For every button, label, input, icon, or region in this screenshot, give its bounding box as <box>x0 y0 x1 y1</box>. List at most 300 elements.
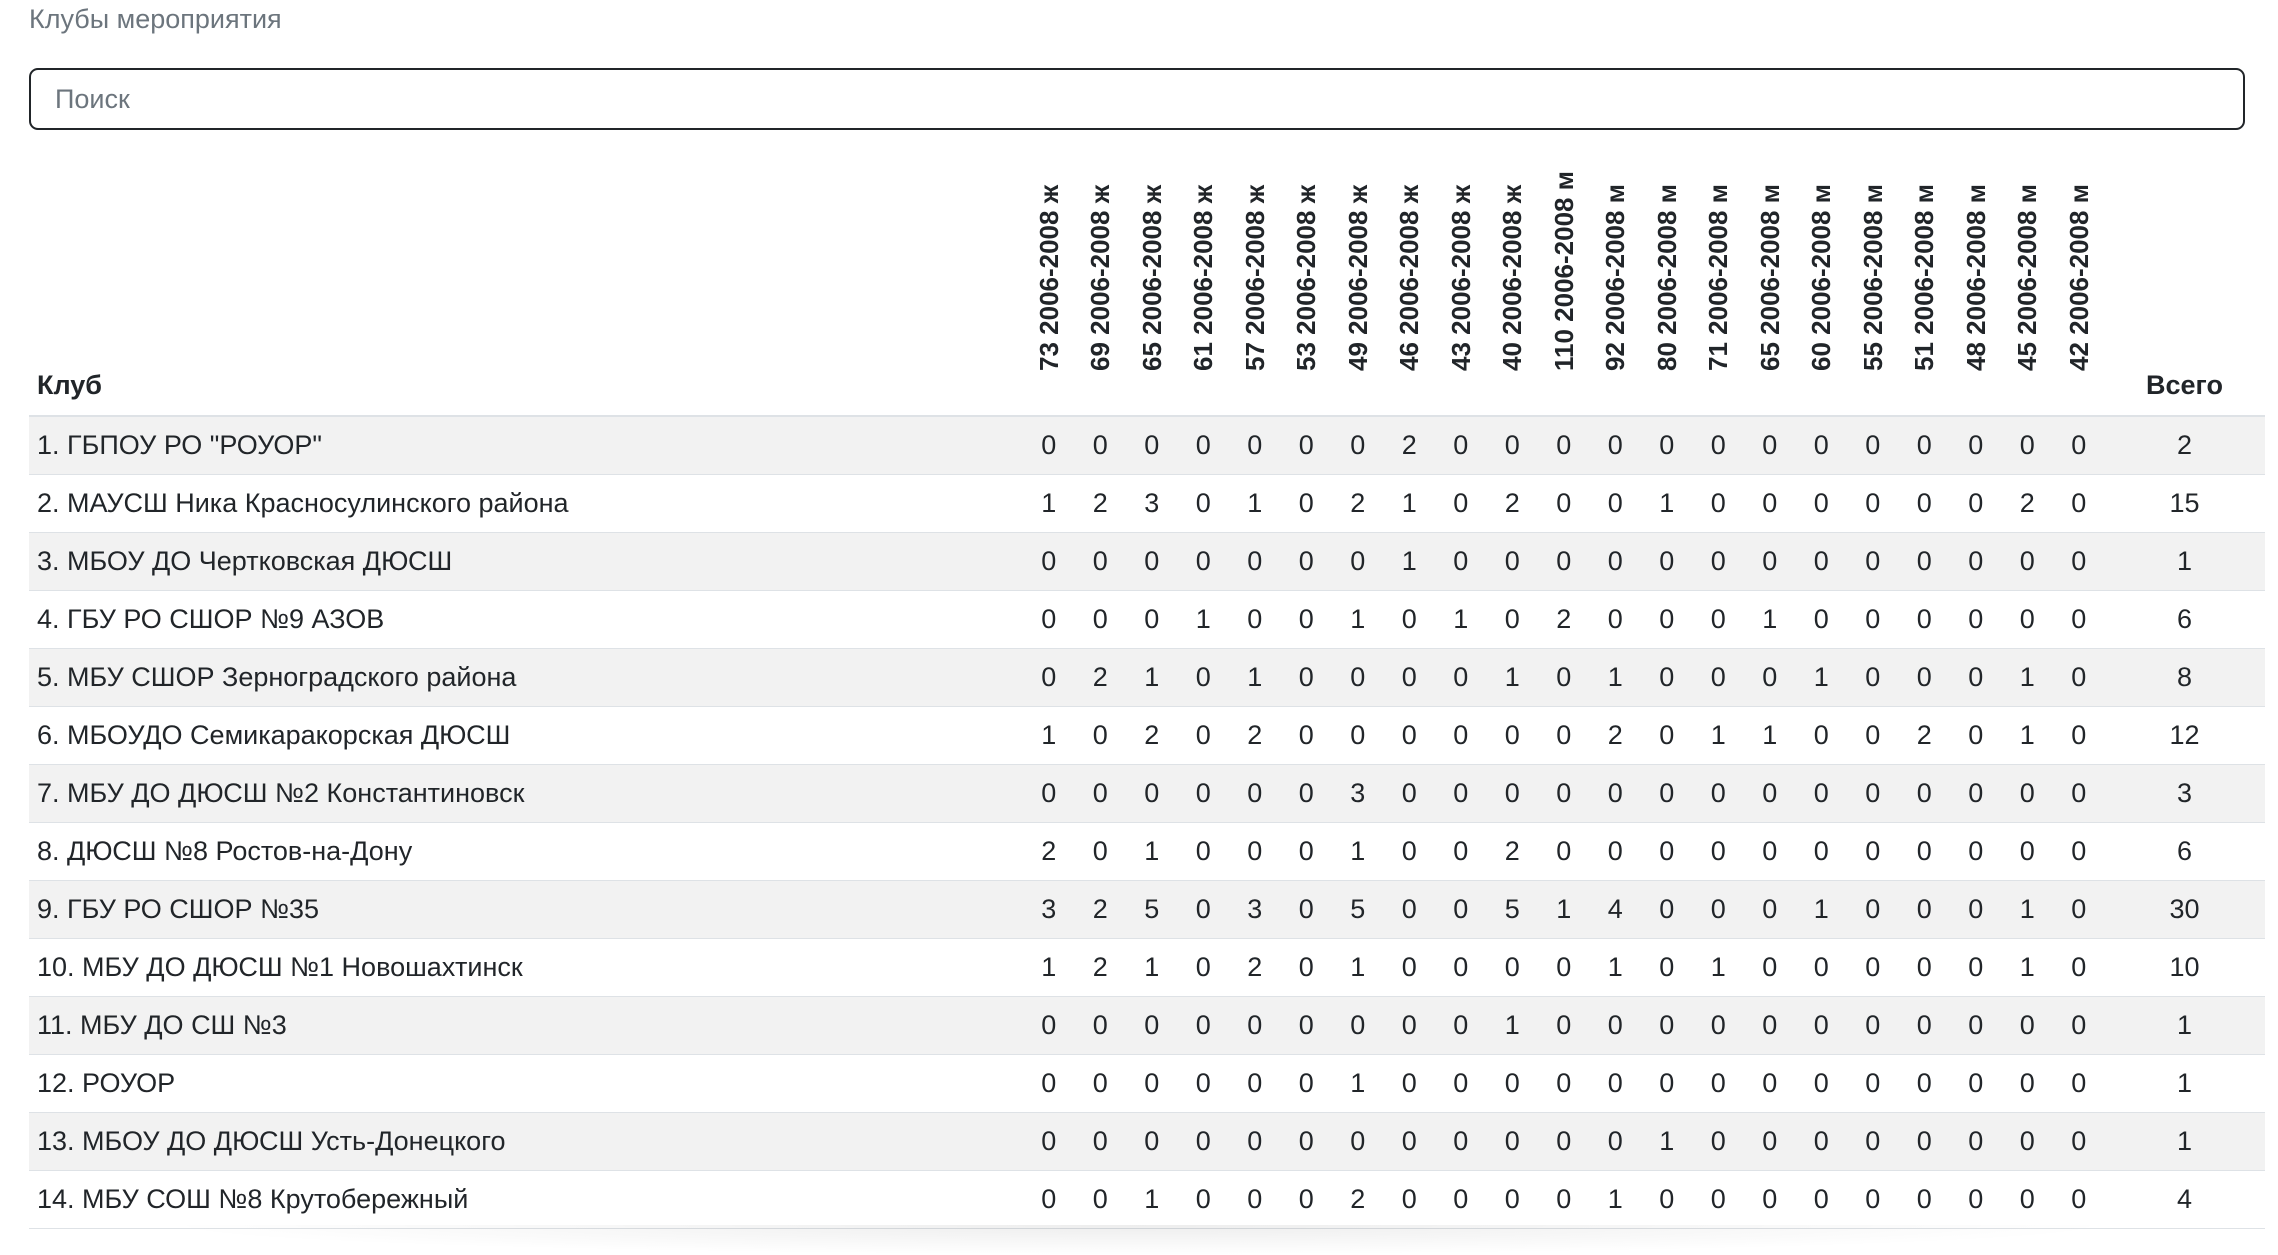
column-header-category[interactable] <box>1899 139 1951 416</box>
category-count-cell: 2 <box>1229 938 1281 996</box>
column-header-category[interactable] <box>1075 139 1127 416</box>
category-count-cell: 0 <box>2053 474 2105 532</box>
category-count-cell: 0 <box>1126 532 1178 590</box>
club-name-cell: 9. ГБУ РО СШОР №35 <box>29 880 1023 938</box>
category-count-cell: 0 <box>1590 996 1642 1054</box>
category-count-cell: 0 <box>1435 648 1487 706</box>
category-count-cell: 0 <box>1487 416 1539 474</box>
club-name-cell: 11. МБУ ДО СШ №3 <box>29 996 1023 1054</box>
category-count-cell: 0 <box>1950 648 2002 706</box>
table-row[interactable] <box>29 938 2265 996</box>
category-count-cell: 0 <box>1847 880 1899 938</box>
search-input[interactable] <box>53 83 2243 116</box>
category-count-cell: 0 <box>1023 532 1075 590</box>
column-header-category[interactable] <box>1641 139 1693 416</box>
category-count-cell: 1 <box>1487 648 1539 706</box>
category-count-cell: 1 <box>1126 938 1178 996</box>
category-count-cell: 0 <box>1744 996 1796 1054</box>
column-header-wrap <box>1950 161 2002 401</box>
category-count-cell: 0 <box>1538 706 1590 764</box>
category-count-cell: 0 <box>1641 880 1693 938</box>
section-title: Клубы мероприятия <box>29 4 282 34</box>
total-cell: 1 <box>2105 996 2265 1054</box>
column-header-label: 42 2006-2008 м <box>2063 184 2094 371</box>
category-count-cell: 2 <box>1126 706 1178 764</box>
column-header-category[interactable] <box>1178 139 1230 416</box>
category-count-cell: 0 <box>1178 532 1230 590</box>
column-header-label: 46 2006-2008 ж <box>1394 184 1425 371</box>
category-count-cell: 0 <box>1693 416 1745 474</box>
category-count-cell: 0 <box>1899 416 1951 474</box>
category-count-cell: 1 <box>1744 706 1796 764</box>
category-count-cell: 0 <box>1435 764 1487 822</box>
category-count-cell: 0 <box>1126 590 1178 648</box>
category-count-cell: 0 <box>2002 996 2054 1054</box>
category-count-cell: 0 <box>1281 1112 1333 1170</box>
category-count-cell: 2 <box>1899 706 1951 764</box>
clubs-panel <box>29 0 2245 1229</box>
total-cell: 2 <box>2105 416 2265 474</box>
club-name-cell: 13. МБОУ ДО ДЮСШ Усть-Донецкого <box>29 1112 1023 1170</box>
category-count-cell: 0 <box>2053 996 2105 1054</box>
category-count-cell: 0 <box>1847 1170 1899 1228</box>
column-header-category[interactable] <box>1950 139 2002 416</box>
category-count-cell: 0 <box>1950 416 2002 474</box>
category-count-cell: 0 <box>2002 822 2054 880</box>
column-header-label: 60 2006-2008 м <box>1806 184 1837 371</box>
category-count-cell: 2 <box>2002 474 2054 532</box>
category-count-cell: 0 <box>1950 532 2002 590</box>
category-count-cell: 0 <box>1281 474 1333 532</box>
category-count-cell: 0 <box>1693 764 1745 822</box>
total-cell: 6 <box>2105 590 2265 648</box>
column-header-label: 40 2006-2008 ж <box>1497 184 1528 371</box>
category-count-cell: 0 <box>1950 706 2002 764</box>
category-count-cell: 0 <box>1538 996 1590 1054</box>
column-header-category[interactable] <box>1384 139 1436 416</box>
table-row[interactable] <box>29 1112 2265 1170</box>
club-name-cell: 10. МБУ ДО ДЮСШ №1 Новошахтинск <box>29 938 1023 996</box>
total-cell: 8 <box>2105 648 2265 706</box>
category-count-cell: 0 <box>1178 880 1230 938</box>
category-count-cell: 0 <box>1538 938 1590 996</box>
category-count-cell: 0 <box>1435 706 1487 764</box>
column-header-wrap <box>1126 161 1178 401</box>
category-count-cell: 0 <box>1590 590 1642 648</box>
category-count-cell: 0 <box>1744 416 1796 474</box>
category-count-cell: 2 <box>1487 474 1539 532</box>
category-count-cell: 0 <box>1126 996 1178 1054</box>
club-name-cell: 5. МБУ СШОР Зерноградского района <box>29 648 1023 706</box>
column-header-wrap <box>1229 161 1281 401</box>
column-header-total[interactable]: Всего <box>2105 139 2265 416</box>
column-header-wrap <box>1590 161 1642 401</box>
category-count-cell: 0 <box>1487 764 1539 822</box>
category-count-cell: 0 <box>1641 648 1693 706</box>
category-count-cell: 0 <box>2053 590 2105 648</box>
category-count-cell: 0 <box>1538 764 1590 822</box>
category-count-cell: 0 <box>1023 1170 1075 1228</box>
category-count-cell: 0 <box>1178 416 1230 474</box>
column-header-label: 43 2006-2008 ж <box>1445 184 1476 371</box>
category-count-cell: 1 <box>1590 648 1642 706</box>
category-count-cell: 0 <box>1744 764 1796 822</box>
category-count-cell: 0 <box>1590 416 1642 474</box>
category-count-cell: 0 <box>1693 474 1745 532</box>
category-count-cell: 0 <box>1487 590 1539 648</box>
category-count-cell: 0 <box>1641 822 1693 880</box>
column-header-label: 49 2006-2008 ж <box>1342 184 1373 371</box>
column-header-category[interactable] <box>1332 139 1384 416</box>
category-count-cell: 0 <box>1178 1112 1230 1170</box>
category-count-cell: 0 <box>1590 532 1642 590</box>
table-row[interactable] <box>29 474 2265 532</box>
category-count-cell: 0 <box>1950 822 2002 880</box>
category-count-cell: 0 <box>1538 474 1590 532</box>
table-row[interactable] <box>29 416 2265 474</box>
category-count-cell: 0 <box>1847 648 1899 706</box>
category-count-cell: 0 <box>1178 648 1230 706</box>
category-count-cell: 0 <box>1899 648 1951 706</box>
category-count-cell: 0 <box>2053 764 2105 822</box>
category-count-cell: 0 <box>1950 1112 2002 1170</box>
header-row <box>29 139 2265 416</box>
total-cell: 1 <box>2105 1112 2265 1170</box>
column-header-wrap <box>1693 161 1745 401</box>
category-count-cell: 0 <box>2053 1112 2105 1170</box>
category-count-cell: 0 <box>1281 1170 1333 1228</box>
column-header-category[interactable] <box>1744 139 1796 416</box>
category-count-cell: 0 <box>1384 996 1436 1054</box>
category-count-cell: 0 <box>1023 416 1075 474</box>
category-count-cell: 2 <box>1075 938 1127 996</box>
category-count-cell: 0 <box>1384 822 1436 880</box>
category-count-cell: 0 <box>1641 1054 1693 1112</box>
category-count-cell: 0 <box>1538 648 1590 706</box>
category-count-cell: 0 <box>1796 764 1848 822</box>
table-row[interactable] <box>29 996 2265 1054</box>
table-row[interactable] <box>29 532 2265 590</box>
category-count-cell: 0 <box>1332 416 1384 474</box>
category-count-cell: 1 <box>1023 706 1075 764</box>
column-header-category[interactable] <box>1590 139 1642 416</box>
category-count-cell: 0 <box>1281 590 1333 648</box>
category-count-cell: 3 <box>1229 880 1281 938</box>
category-count-cell: 0 <box>1384 1170 1436 1228</box>
category-count-cell: 1 <box>2002 938 2054 996</box>
category-count-cell: 0 <box>1384 648 1436 706</box>
club-name-cell: 2. МАУСШ Ника Красносулинского района <box>29 474 1023 532</box>
category-count-cell: 0 <box>2053 648 2105 706</box>
category-count-cell: 0 <box>2053 416 2105 474</box>
table-row[interactable] <box>29 1054 2265 1112</box>
category-count-cell: 0 <box>1796 416 1848 474</box>
column-header-label: 65 2006-2008 ж <box>1136 184 1167 371</box>
category-count-cell: 1 <box>1229 648 1281 706</box>
category-count-cell: 0 <box>1435 474 1487 532</box>
category-count-cell: 0 <box>1847 590 1899 648</box>
category-count-cell: 0 <box>1641 706 1693 764</box>
club-name-cell: 12. РОУОР <box>29 1054 1023 1112</box>
column-header-category[interactable] <box>1023 139 1075 416</box>
category-count-cell: 0 <box>1384 706 1436 764</box>
category-count-cell: 5 <box>1487 880 1539 938</box>
category-count-cell: 1 <box>1332 590 1384 648</box>
category-count-cell: 0 <box>1950 938 2002 996</box>
category-count-cell: 0 <box>1693 1112 1745 1170</box>
total-cell: 6 <box>2105 822 2265 880</box>
category-count-cell: 0 <box>1178 706 1230 764</box>
table-row[interactable] <box>29 822 2265 880</box>
column-header-wrap <box>2002 161 2054 401</box>
category-count-cell: 0 <box>1538 822 1590 880</box>
category-count-cell: 0 <box>1641 1170 1693 1228</box>
category-count-cell: 0 <box>2002 1054 2054 1112</box>
category-count-cell: 0 <box>1178 474 1230 532</box>
category-count-cell: 0 <box>1899 474 1951 532</box>
category-count-cell: 0 <box>1796 1170 1848 1228</box>
category-count-cell: 0 <box>1899 1054 1951 1112</box>
column-header-category[interactable] <box>1847 139 1899 416</box>
column-header-category[interactable] <box>1281 139 1333 416</box>
category-count-cell: 0 <box>1281 822 1333 880</box>
column-header-category[interactable] <box>1435 139 1487 416</box>
total-cell: 30 <box>2105 880 2265 938</box>
category-count-cell: 0 <box>1075 1054 1127 1112</box>
category-count-cell: 0 <box>2002 532 2054 590</box>
column-header-label: 80 2006-2008 м <box>1651 184 1682 371</box>
category-count-cell: 0 <box>2002 1170 2054 1228</box>
category-count-cell: 1 <box>1126 822 1178 880</box>
category-count-cell: 1 <box>1435 590 1487 648</box>
category-count-cell: 1 <box>1796 648 1848 706</box>
category-count-cell: 1 <box>1332 1054 1384 1112</box>
category-count-cell: 0 <box>2053 880 2105 938</box>
category-count-cell: 0 <box>1538 1054 1590 1112</box>
category-count-cell: 1 <box>1538 880 1590 938</box>
category-count-cell: 0 <box>1693 590 1745 648</box>
club-name-cell: 6. МБОУДО Семикаракорская ДЮСШ <box>29 706 1023 764</box>
category-count-cell: 0 <box>1178 996 1230 1054</box>
category-count-cell: 0 <box>1023 648 1075 706</box>
category-count-cell: 0 <box>1847 764 1899 822</box>
column-header-club[interactable]: Клуб <box>29 139 1023 416</box>
column-header-category[interactable] <box>2002 139 2054 416</box>
category-count-cell: 1 <box>1796 880 1848 938</box>
category-count-cell: 0 <box>1281 764 1333 822</box>
column-header-label: 92 2006-2008 м <box>1600 184 1631 371</box>
category-count-cell: 0 <box>1590 474 1642 532</box>
category-count-cell: 2 <box>1538 590 1590 648</box>
category-count-cell: 0 <box>1590 1112 1642 1170</box>
category-count-cell: 2 <box>1487 822 1539 880</box>
category-count-cell: 5 <box>1126 880 1178 938</box>
category-count-cell: 0 <box>1332 706 1384 764</box>
category-count-cell: 4 <box>1590 880 1642 938</box>
category-count-cell: 0 <box>1435 532 1487 590</box>
club-name-cell: 8. ДЮСШ №8 Ростов-на-Дону <box>29 822 1023 880</box>
column-header-wrap <box>1023 161 1075 401</box>
category-count-cell: 0 <box>1487 938 1539 996</box>
club-name-cell: 7. МБУ ДО ДЮСШ №2 Константиновск <box>29 764 1023 822</box>
category-count-cell: 0 <box>1229 416 1281 474</box>
column-header-category[interactable] <box>1487 139 1539 416</box>
category-count-cell: 0 <box>1332 648 1384 706</box>
column-header-wrap <box>1384 161 1436 401</box>
total-cell: 1 <box>2105 532 2265 590</box>
category-count-cell: 0 <box>2002 764 2054 822</box>
category-count-cell: 0 <box>1641 590 1693 648</box>
category-count-cell: 0 <box>1023 996 1075 1054</box>
category-count-cell: 0 <box>1847 1112 1899 1170</box>
column-header-category[interactable] <box>1538 139 1590 416</box>
category-count-cell: 0 <box>1126 1112 1178 1170</box>
category-count-cell: 0 <box>1332 532 1384 590</box>
category-count-cell: 0 <box>1178 822 1230 880</box>
category-count-cell: 2 <box>1229 706 1281 764</box>
category-count-cell: 0 <box>1075 764 1127 822</box>
category-count-cell: 0 <box>1641 764 1693 822</box>
category-count-cell: 2 <box>1023 822 1075 880</box>
category-count-cell: 0 <box>1075 996 1127 1054</box>
table-row[interactable] <box>29 648 2265 706</box>
category-count-cell: 0 <box>2002 1112 2054 1170</box>
category-count-cell: 0 <box>1950 1054 2002 1112</box>
category-count-cell: 0 <box>1023 764 1075 822</box>
category-count-cell: 0 <box>1487 706 1539 764</box>
category-count-cell: 0 <box>1641 416 1693 474</box>
category-count-cell: 1 <box>1178 590 1230 648</box>
category-count-cell: 0 <box>1281 880 1333 938</box>
column-header-wrap <box>1435 161 1487 401</box>
category-count-cell: 0 <box>1590 1054 1642 1112</box>
category-count-cell: 0 <box>1950 590 2002 648</box>
category-count-cell: 0 <box>1950 996 2002 1054</box>
category-count-cell: 0 <box>1281 648 1333 706</box>
category-count-cell: 5 <box>1332 880 1384 938</box>
category-count-cell: 0 <box>1435 1170 1487 1228</box>
table-row[interactable] <box>29 706 2265 764</box>
category-count-cell: 1 <box>1641 1112 1693 1170</box>
category-count-cell: 2 <box>1075 648 1127 706</box>
category-count-cell: 0 <box>1435 1054 1487 1112</box>
category-count-cell: 0 <box>1693 648 1745 706</box>
column-header-wrap <box>1796 161 1848 401</box>
category-count-cell: 1 <box>1590 938 1642 996</box>
category-count-cell: 0 <box>1435 996 1487 1054</box>
column-header-label: 45 2006-2008 м <box>2012 184 2043 371</box>
category-count-cell: 0 <box>1899 822 1951 880</box>
category-count-cell: 1 <box>1384 474 1436 532</box>
category-count-cell: 2 <box>1590 706 1642 764</box>
column-header-label: 71 2006-2008 м <box>1703 184 1734 371</box>
table-row[interactable] <box>29 1170 2265 1228</box>
category-count-cell: 0 <box>1899 532 1951 590</box>
category-count-cell: 2 <box>1075 880 1127 938</box>
category-count-cell: 0 <box>1178 1170 1230 1228</box>
category-count-cell: 0 <box>1023 1112 1075 1170</box>
category-count-cell: 0 <box>1899 880 1951 938</box>
column-header-wrap <box>1641 161 1693 401</box>
category-count-cell: 1 <box>1126 648 1178 706</box>
column-header-label: 55 2006-2008 м <box>1857 184 1888 371</box>
category-count-cell: 1 <box>1693 706 1745 764</box>
column-header-label: 65 2006-2008 м <box>1754 184 1785 371</box>
category-count-cell: 0 <box>1847 474 1899 532</box>
category-count-cell: 0 <box>1281 706 1333 764</box>
column-header-wrap <box>1075 161 1127 401</box>
category-count-cell: 0 <box>1796 1054 1848 1112</box>
category-count-cell: 0 <box>1384 590 1436 648</box>
category-count-cell: 1 <box>1744 590 1796 648</box>
club-name-cell: 3. МБОУ ДО Чертковская ДЮСШ <box>29 532 1023 590</box>
table-row[interactable] <box>29 590 2265 648</box>
category-count-cell: 1 <box>1332 938 1384 996</box>
category-count-cell: 0 <box>1178 938 1230 996</box>
category-count-cell: 0 <box>1281 996 1333 1054</box>
category-count-cell: 0 <box>1384 764 1436 822</box>
category-count-cell: 0 <box>1075 416 1127 474</box>
category-count-cell: 2 <box>1332 1170 1384 1228</box>
category-count-cell: 3 <box>1126 474 1178 532</box>
category-count-cell: 0 <box>1332 1112 1384 1170</box>
category-count-cell: 0 <box>1487 1170 1539 1228</box>
category-count-cell: 0 <box>1796 822 1848 880</box>
category-count-cell: 0 <box>1075 1170 1127 1228</box>
column-header-category[interactable] <box>1796 139 1848 416</box>
category-count-cell: 0 <box>1487 1112 1539 1170</box>
category-count-cell: 0 <box>1178 764 1230 822</box>
category-count-cell: 0 <box>1487 1054 1539 1112</box>
category-count-cell: 0 <box>1590 764 1642 822</box>
category-count-cell: 0 <box>1796 938 1848 996</box>
category-count-cell: 0 <box>1641 532 1693 590</box>
search-box[interactable] <box>29 68 2245 130</box>
category-count-cell: 0 <box>1075 822 1127 880</box>
table-header <box>29 139 2265 416</box>
column-header-label: 61 2006-2008 ж <box>1188 184 1219 371</box>
category-count-cell: 0 <box>1950 474 2002 532</box>
category-count-cell: 1 <box>1590 1170 1642 1228</box>
category-count-cell: 0 <box>2053 532 2105 590</box>
club-name-cell: 14. МБУ СОШ №8 Крутобережный <box>29 1170 1023 1228</box>
column-header-category[interactable] <box>1693 139 1745 416</box>
column-header-wrap <box>1847 161 1899 401</box>
total-cell: 3 <box>2105 764 2265 822</box>
category-count-cell: 0 <box>1744 1112 1796 1170</box>
category-count-cell: 1 <box>1641 474 1693 532</box>
category-count-cell: 0 <box>1744 1054 1796 1112</box>
clubs-table <box>29 139 2265 1229</box>
category-count-cell: 2 <box>1384 416 1436 474</box>
category-count-cell: 0 <box>1796 706 1848 764</box>
column-header-category[interactable] <box>1229 139 1281 416</box>
category-count-cell: 0 <box>1744 648 1796 706</box>
category-count-cell: 0 <box>1229 590 1281 648</box>
category-count-cell: 0 <box>1796 590 1848 648</box>
category-count-cell: 0 <box>1538 416 1590 474</box>
category-count-cell: 0 <box>1847 532 1899 590</box>
category-count-cell: 0 <box>2002 590 2054 648</box>
category-count-cell: 0 <box>1847 822 1899 880</box>
category-count-cell: 0 <box>1590 822 1642 880</box>
table-row[interactable] <box>29 764 2265 822</box>
table-row[interactable] <box>29 880 2265 938</box>
category-count-cell: 0 <box>1229 996 1281 1054</box>
column-header-category[interactable] <box>1126 139 1178 416</box>
column-header-category[interactable] <box>2053 139 2105 416</box>
column-header-wrap <box>1744 161 1796 401</box>
